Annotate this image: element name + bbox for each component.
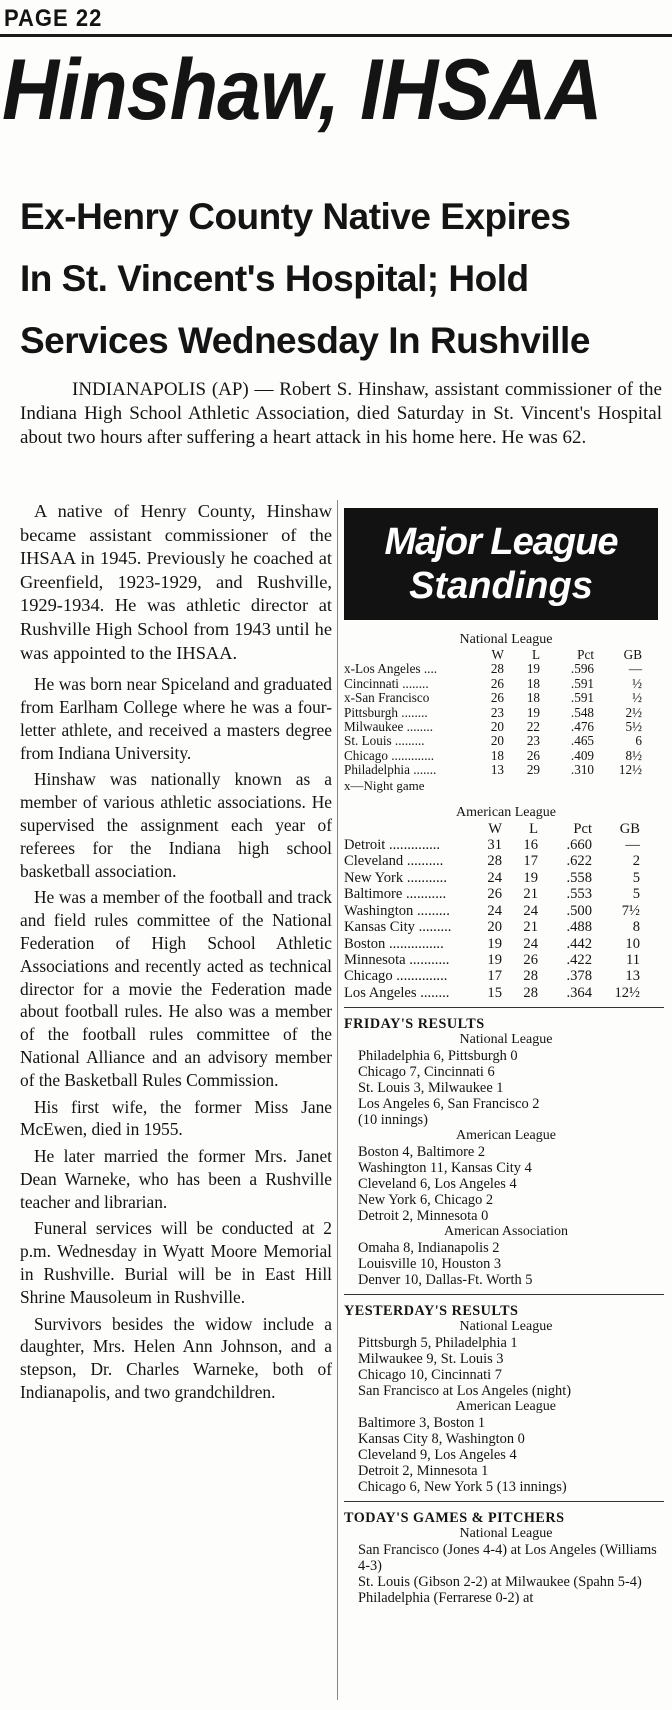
result-line: Pittsburgh 5, Philadelphia 1 bbox=[358, 1335, 518, 1352]
wins: 17 bbox=[487, 968, 502, 985]
article-body bbox=[20, 500, 332, 1408]
league-subtitle: National League bbox=[459, 1526, 553, 1542]
games-behind: 5 bbox=[632, 886, 640, 903]
losses: 23 bbox=[526, 733, 540, 749]
win-pct: .660 bbox=[566, 837, 592, 854]
result-line: Louisville 10, Houston 3 bbox=[358, 1256, 502, 1273]
team-name: Cincinnati ........ bbox=[344, 675, 429, 691]
result-line: Los Angeles 6, San Francisco 2 bbox=[358, 1096, 540, 1113]
wins: 24 bbox=[487, 869, 502, 886]
win-pct: .500 bbox=[566, 902, 592, 919]
wins: 26 bbox=[487, 886, 502, 903]
standings-row bbox=[344, 837, 668, 853]
header-gb: GB bbox=[619, 820, 640, 837]
wins: 18 bbox=[490, 747, 504, 763]
wins: 28 bbox=[487, 853, 502, 870]
games-behind: 7½ bbox=[621, 902, 640, 919]
header-w: W bbox=[488, 820, 502, 837]
games-behind: — bbox=[625, 837, 640, 854]
win-pct: .476 bbox=[570, 719, 594, 735]
result-line: Detroit 2, Minnesota 1 bbox=[358, 1463, 489, 1480]
team-name: Baltimore ........... bbox=[344, 886, 447, 903]
article-paragraph: Hinshaw was nationally known as a member of various athletic associations. He supervised the assignment each year of referees for the Indiana high school basketball association. bbox=[20, 769, 332, 881]
games-behind: 2 bbox=[632, 853, 640, 870]
standings-row bbox=[344, 662, 668, 676]
standings-row bbox=[344, 706, 668, 720]
games-behind: 10 bbox=[625, 935, 640, 952]
losses: 19 bbox=[526, 661, 540, 677]
lead-paragraph: INDIANAPOLIS (AP) — Robert S. Hinshaw, assistant commissioner of the Indiana High School Athletic Association, died Saturday in St. Vincent's Hospital about two hours after suffering a heart attack in his home here. He was 62. bbox=[20, 379, 662, 448]
result-line: Chicago 6, New York 5 (13 innings) bbox=[358, 1479, 567, 1496]
column-rule bbox=[337, 500, 338, 1700]
result-line: Denver 10, Dallas-Ft. Worth 5 bbox=[358, 1272, 533, 1289]
page-rule bbox=[0, 34, 672, 37]
league-subtitle: National League bbox=[459, 1319, 553, 1335]
standings-header bbox=[344, 821, 668, 837]
standings-row bbox=[344, 886, 668, 902]
team-name: Philadelphia ....... bbox=[344, 762, 437, 778]
win-pct: .378 bbox=[566, 968, 592, 985]
losses: 19 bbox=[523, 869, 538, 886]
win-pct: .364 bbox=[566, 984, 592, 1001]
league-title: National League bbox=[459, 632, 553, 647]
wins: 28 bbox=[490, 661, 504, 677]
team-name: Pittsburgh ........ bbox=[344, 704, 428, 720]
header-w: W bbox=[491, 647, 504, 662]
result-line: San Francisco (Jones 4-4) at Los Angeles (Williams 4-3) bbox=[358, 1542, 657, 1575]
todays-games bbox=[344, 1510, 668, 1606]
national-league-standings bbox=[344, 632, 668, 793]
wins: 20 bbox=[490, 719, 504, 735]
wins: 23 bbox=[490, 704, 504, 720]
league-subtitle: National League bbox=[459, 1032, 553, 1048]
header-gb: GB bbox=[623, 647, 642, 662]
result-line: Detroit 2, Minnesota 0 bbox=[358, 1208, 489, 1225]
result-line: Cleveland 6, Los Angeles 4 bbox=[358, 1176, 517, 1193]
result-line: Kansas City 8, Washington 0 bbox=[358, 1431, 525, 1448]
standings-row bbox=[344, 952, 668, 968]
team-name: Milwaukee ........ bbox=[344, 719, 433, 735]
standings-rows bbox=[344, 662, 668, 777]
section-title: YESTERDAY'S RESULTS bbox=[344, 1303, 519, 1320]
standings-row bbox=[344, 936, 668, 952]
team-name: Chicago ............. bbox=[344, 747, 435, 763]
article-paragraph: His first wife, the former Miss Jane McEwen, died in 1955. bbox=[20, 1096, 332, 1140]
losses: 22 bbox=[526, 719, 540, 735]
team-name: Cleveland .......... bbox=[344, 853, 444, 870]
team-name: Los Angeles ........ bbox=[344, 984, 450, 1001]
article-paragraph: He was a member of the football and track and field rules committee of the National Federation of High School Athletic Associations and recently acted as technical director for a movie the Federation made about football rules. He also was a member of the football rules committee of the National Alliance and an advisory member of the Basketball Rules Commission. bbox=[20, 887, 332, 1090]
result-line: Chicago 7, Cincinnati 6 bbox=[358, 1064, 495, 1081]
result-line: Washington 11, Kansas City 4 bbox=[358, 1160, 532, 1177]
wins: 19 bbox=[487, 935, 502, 952]
result-line: Omaha 8, Indianapolis 2 bbox=[358, 1240, 500, 1257]
wins: 15 bbox=[487, 984, 502, 1001]
article-paragraph: Funeral services will be conducted at 2 p.m. Wednesday in Wyatt Moore Memorial in Rushville. Burial will be in East Hill Shrine Mausoleum in Rushville. bbox=[20, 1218, 332, 1307]
losses: 17 bbox=[523, 853, 538, 870]
standings-row bbox=[344, 763, 668, 777]
games-behind: 12½ bbox=[618, 762, 642, 778]
headline: Hinshaw, IHSAA bbox=[2, 42, 602, 138]
losses: 18 bbox=[526, 690, 540, 706]
games-behind: 12½ bbox=[614, 984, 640, 1001]
win-pct: .553 bbox=[566, 886, 592, 903]
standings-header bbox=[344, 648, 668, 662]
section-title: TODAY'S GAMES & PITCHERS bbox=[344, 1510, 565, 1527]
subhead-line: Services Wednesday In Rushville bbox=[20, 320, 590, 361]
team-name: Chicago .............. bbox=[344, 968, 448, 985]
win-pct: .548 bbox=[570, 704, 594, 720]
win-pct: .591 bbox=[570, 675, 594, 691]
losses: 28 bbox=[523, 984, 538, 1001]
result-line: St. Louis (Gibson 2-2) at Milwaukee (Spahn 5-4) bbox=[358, 1574, 642, 1591]
losses: 28 bbox=[523, 968, 538, 985]
win-pct: .442 bbox=[566, 935, 592, 952]
section-rule bbox=[344, 1007, 664, 1008]
team-name: Kansas City ......... bbox=[344, 919, 452, 936]
standings-row bbox=[344, 691, 668, 705]
losses: 24 bbox=[523, 902, 538, 919]
games-behind: 13 bbox=[625, 968, 640, 985]
games-behind: 5½ bbox=[625, 719, 642, 735]
result-line: Philadelphia (Ferrarese 0-2) at bbox=[358, 1590, 534, 1607]
wins: 26 bbox=[490, 675, 504, 691]
article-paragraph: He later married the former Mrs. Janet Dean Warneke, who has been a Rushville teacher and librarian. bbox=[20, 1146, 332, 1212]
win-pct: .465 bbox=[570, 733, 594, 749]
result-line: Cleveland 9, Los Angeles 4 bbox=[358, 1447, 517, 1464]
wins: 24 bbox=[487, 902, 502, 919]
result-line: New York 6, Chicago 2 bbox=[358, 1192, 494, 1209]
games-behind: ½ bbox=[632, 690, 642, 706]
wins: 13 bbox=[490, 762, 504, 778]
article-paragraph: Survivors besides the widow include a daughter, Mrs. Helen Ann Johnson, and a stepson, Dr. Charles Warneke, both of Indianapolis, and two grandchildren. bbox=[20, 1313, 332, 1403]
yesterdays-results bbox=[344, 1303, 668, 1495]
team-name: Minnesota ........... bbox=[344, 951, 450, 968]
subhead-line: In St. Vincent's Hospital; Hold bbox=[20, 258, 529, 299]
wins: 31 bbox=[487, 837, 502, 854]
games-behind: 5 bbox=[632, 869, 640, 886]
win-pct: .596 bbox=[570, 661, 594, 677]
games-behind: 8 bbox=[632, 919, 640, 936]
standings-row bbox=[344, 903, 668, 919]
result-line: Philadelphia 6, Pittsburgh 0 bbox=[358, 1048, 518, 1065]
games-behind: 6 bbox=[635, 733, 642, 749]
section-title: FRIDAY'S RESULTS bbox=[344, 1016, 485, 1033]
wins: 19 bbox=[487, 951, 502, 968]
team-name: x-San Francisco bbox=[344, 690, 430, 706]
wins: 20 bbox=[490, 733, 504, 749]
banner-line: Standings bbox=[409, 565, 593, 607]
games-behind: 8½ bbox=[625, 747, 642, 763]
team-name: x-Los Angeles .... bbox=[344, 661, 438, 677]
result-line: Milwaukee 9, St. Louis 3 bbox=[358, 1351, 504, 1368]
games-behind: — bbox=[628, 661, 642, 677]
win-pct: .409 bbox=[570, 747, 594, 763]
losses: 19 bbox=[526, 704, 540, 720]
team-name: Washington ......... bbox=[344, 902, 450, 919]
losses: 26 bbox=[523, 951, 538, 968]
standings-footnote: x—Night game bbox=[344, 777, 425, 793]
result-line: Boston 4, Baltimore 2 bbox=[358, 1144, 486, 1161]
league-subtitle: American League bbox=[456, 1399, 556, 1415]
result-line: (10 innings) bbox=[358, 1112, 428, 1129]
standings-row bbox=[344, 870, 668, 886]
games-behind: 11 bbox=[625, 951, 640, 968]
result-line: Baltimore 3, Boston 1 bbox=[358, 1415, 486, 1432]
win-pct: .591 bbox=[570, 690, 594, 706]
win-pct: .558 bbox=[566, 869, 592, 886]
fridays-results bbox=[344, 1016, 668, 1288]
standings-row bbox=[344, 734, 668, 748]
article-paragraph: He was born near Spiceland and graduated from Earlham College where he was a four-letter athlete, and received a masters degree from Indiana University. bbox=[20, 674, 332, 763]
win-pct: .488 bbox=[566, 919, 592, 936]
losses: 21 bbox=[523, 919, 538, 936]
standings-row bbox=[344, 749, 668, 763]
standings-row bbox=[344, 985, 668, 1001]
result-line: San Francisco at Los Angeles (night) bbox=[358, 1383, 572, 1400]
subhead-line: Ex-Henry County Native Expires bbox=[20, 196, 571, 237]
losses: 26 bbox=[526, 747, 540, 763]
standings-row bbox=[344, 919, 668, 935]
header-pct: Pct bbox=[573, 820, 592, 837]
header-pct: Pct bbox=[577, 647, 594, 662]
page-label: PAGE 22 bbox=[4, 4, 103, 32]
team-name: Boston ............... bbox=[344, 935, 444, 952]
win-pct: .622 bbox=[566, 853, 592, 870]
standings-row bbox=[344, 853, 668, 869]
games-behind: ½ bbox=[632, 675, 642, 691]
header-l: L bbox=[529, 820, 538, 837]
standings-row bbox=[344, 677, 668, 691]
league-subtitle: American League bbox=[456, 1128, 556, 1144]
losses: 24 bbox=[523, 935, 538, 952]
wins: 20 bbox=[487, 919, 502, 936]
team-name: Detroit .............. bbox=[344, 837, 441, 854]
league-subtitle: American Association bbox=[443, 1224, 569, 1240]
subhead bbox=[20, 186, 660, 372]
win-pct: .422 bbox=[566, 951, 592, 968]
losses: 16 bbox=[523, 837, 538, 854]
result-line: St. Louis 3, Milwaukee 1 bbox=[358, 1080, 504, 1097]
section-rule bbox=[344, 1501, 664, 1502]
american-league-standings bbox=[344, 805, 668, 1001]
header-l: L bbox=[531, 647, 540, 662]
games-behind: 2½ bbox=[625, 704, 642, 720]
article-paragraph: A native of Henry County, Hinshaw became assistant commissioner of the IHSAA in 1945. Previously he coached at Greenfield, 1923-1929, and Rushville, 1929-1934. He was athletic director at Rushville High School from 1943 until he was appointed to the IHSAA. bbox=[20, 501, 332, 663]
sports-column bbox=[344, 508, 668, 1606]
standings-row bbox=[344, 968, 668, 984]
wins: 26 bbox=[490, 690, 504, 706]
league-title: American League bbox=[456, 804, 556, 820]
team-name: St. Louis ......... bbox=[344, 733, 425, 749]
win-pct: .310 bbox=[570, 762, 594, 778]
standings-row bbox=[344, 720, 668, 734]
section-rule bbox=[344, 1294, 664, 1295]
losses: 21 bbox=[523, 886, 538, 903]
result-line: Chicago 10, Cincinnati 7 bbox=[358, 1367, 502, 1384]
standings-rows bbox=[344, 837, 668, 1001]
losses: 29 bbox=[526, 762, 540, 778]
team-name: New York ........... bbox=[344, 869, 447, 886]
standings-banner bbox=[344, 508, 658, 620]
losses: 18 bbox=[526, 675, 540, 691]
banner-line: Major League bbox=[384, 521, 618, 563]
